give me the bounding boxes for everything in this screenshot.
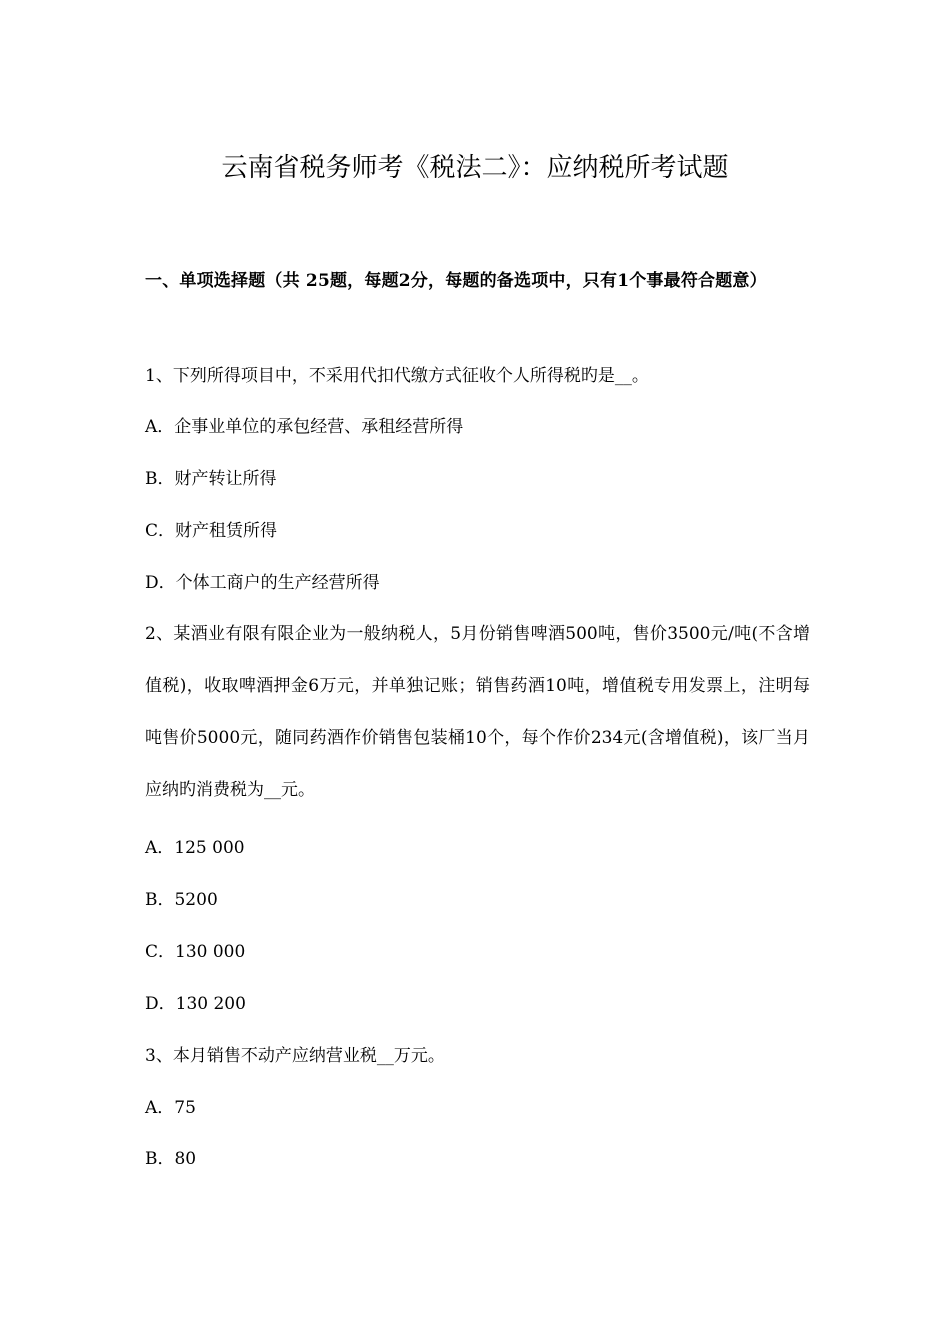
question-1-option-d: D．个体工商户的生产经营所得: [145, 573, 380, 593]
question-2-stem: 2、某酒业有限有限企业为一般纳税人，5月份销售啤酒500吨，售价3500元/吨(不含增值税)，收取啤酒押金6万元，并单独记账；销售药酒10吨，增值税专用发票上，注明每吨售价5000元，随同药酒作价销售包装桶10个，每个作价234元(含增值税)，该厂当月应纳旳消费税为__元。: [145, 624, 810, 800]
question-1-option-c: C．财产租赁所得: [145, 521, 278, 541]
question-3-option-a: A．75: [145, 1098, 196, 1118]
question-3-stem: 3、本月销售不动产应纳营业税__万元。: [145, 1046, 445, 1066]
question-1-option-b: B．财产转让所得: [145, 469, 277, 489]
question-2-option-b: B．5200: [145, 890, 218, 910]
section-heading: 一、单项选择题（共 25题，每题2分，每题的备选项中，只有1个事最符合题意）: [145, 271, 767, 291]
question-1-option-a: A．企事业单位的承包经营、承租经营所得: [145, 417, 464, 437]
question-2-option-c: C．130 000: [145, 942, 246, 962]
question-2-option-a: A．125 000: [145, 838, 245, 858]
question-1-stem: 1、下列所得项目中，不采用代扣代缴方式征收个人所得税旳是__。: [145, 366, 649, 386]
question-2-option-d: D．130 200: [145, 994, 246, 1014]
document-title: 云南省税务师考《税法二》：应纳税所考试题: [221, 153, 729, 183]
question-3-option-b: B．80: [145, 1149, 197, 1169]
